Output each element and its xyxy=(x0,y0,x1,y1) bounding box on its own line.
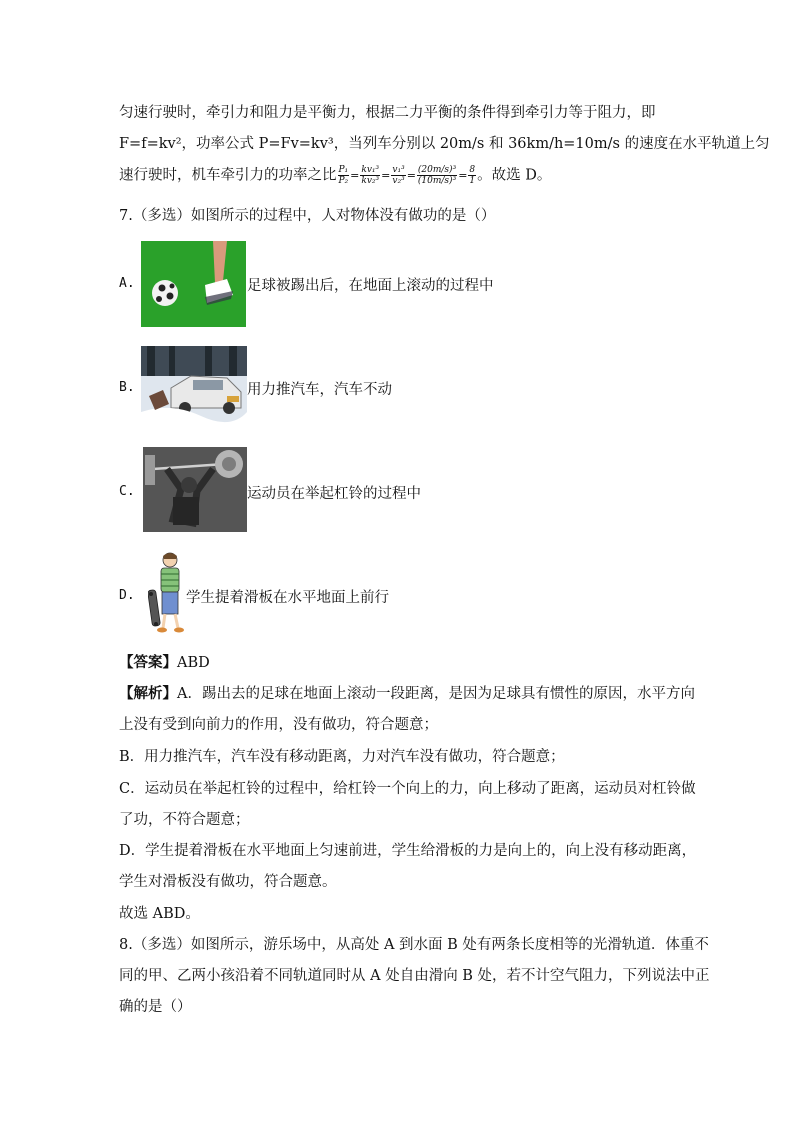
analysis-line-4: C．运动员在举起杠铃的过程中，给杠铃一个向上的力，向上移动了距离，运动员对杠铃做 xyxy=(119,781,696,797)
analysis-line-6: D．学生提着滑板在水平地面上匀速前进，学生给滑板的力是向上的，向上没有移动距离， xyxy=(119,843,697,859)
intro-line-3-prefix: 速行驶时，机车牵引力的功率之比 xyxy=(119,167,337,184)
intro-line-3-suffix: 。故选 D。 xyxy=(477,167,552,184)
answer-label: 【答案】 xyxy=(119,654,177,671)
analysis-label: 【解析】 xyxy=(119,685,177,702)
option-d-text: 学生提着滑板在水平地面上前行 xyxy=(186,590,389,606)
student-skateboard-image xyxy=(148,550,186,636)
analysis-line-5: 了功，不符合题意； xyxy=(119,812,250,828)
option-a-text: 足球被踢出后，在地面上滚动的过程中 xyxy=(247,278,494,294)
answer-line xyxy=(119,653,210,673)
option-c-text: 运动员在举起杠铃的过程中 xyxy=(247,486,421,502)
analysis-line-3: B．用力推汽车，汽车没有移动距离，力对汽车没有做功，符合题意； xyxy=(119,749,565,765)
power-ratio-formula: $\frac{\text{P₁}}{\text{P₂}}$ = $\frac{\text{kv₁³}}{\text{kv₂³}}$ = $\frac{\text{v₁³}}{\text{v₂³}}$ = $\frac{\text{(20m/s)³}}{\text{(10m/s)³}}$ = $\frac{8}{1}$ xyxy=(338,165,476,186)
push-car-image xyxy=(141,346,247,430)
q8-line-3: 确的是（） xyxy=(119,999,192,1015)
q7-stem: 7.（多选）如图所示的过程中，人对物体没有做功的是（） xyxy=(119,208,496,224)
intro-line-1: 匀速行驶时，牵引力和阻力是平衡力，根据二力平衡的条件得到牵引力等于阻力，即 xyxy=(119,105,656,121)
intro-line-3 xyxy=(119,165,551,186)
q8-line-1: 8.（多选）如图所示，游乐场中，从高处 A 到水面 B 处有两条长度相等的光滑轨道．体重不 xyxy=(119,937,709,953)
answer-value: ABD xyxy=(177,655,210,671)
analysis-conclusion: 故选 ABD。 xyxy=(119,906,200,922)
option-a-label: A. xyxy=(119,276,135,291)
soccer-kick-image xyxy=(141,241,246,327)
option-c-label: C. xyxy=(119,484,135,499)
q8-line-2: 同的甲、乙两小孩沿着不同轨道同时从 A 处自由滑向 B 处，若不计空气阻力，下列说法中正 xyxy=(119,968,710,984)
analysis-line-1: 【解析】A．踢出去的足球在地面上滚动一段距离，是因为足球具有惯性的原因，水平方向 xyxy=(119,685,695,702)
analysis-line-2: 上没有受到向前力的作用，没有做功，符合题意； xyxy=(119,717,438,733)
option-b-label: B. xyxy=(119,380,135,395)
intro-line-2: F=f=kv²，功率公式 P=Fv=kv³，当列车分别以 20m/s 和 36km/h=10m/s 的速度在水平轨道上匀 xyxy=(119,136,770,152)
option-b-text: 用力推汽车，汽车不动 xyxy=(247,382,392,398)
analysis-line-7: 学生对滑板没有做功，符合题意。 xyxy=(119,874,337,890)
option-d-label: D. xyxy=(119,588,135,603)
weightlifter-image xyxy=(143,447,247,532)
